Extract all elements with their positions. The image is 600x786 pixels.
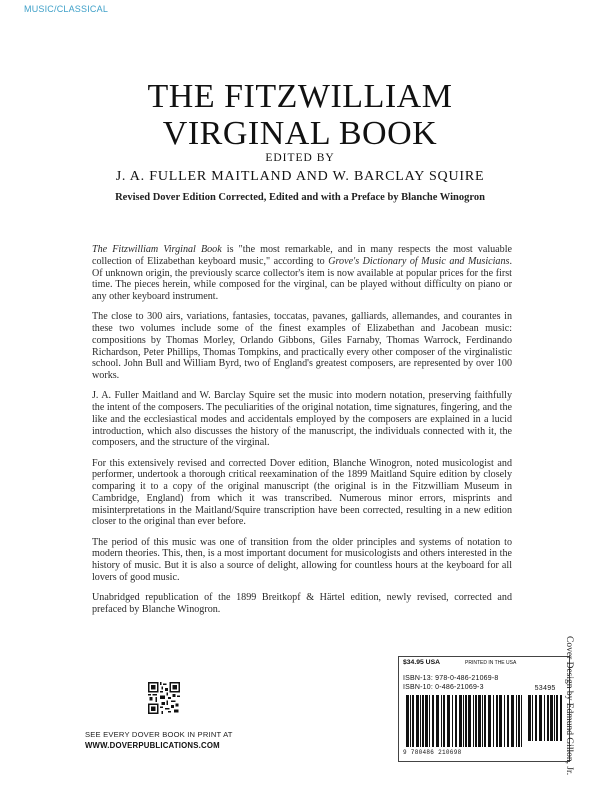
paragraph-5: The period of this music was one of transition from the older principles and systems of notation to modern theories. This, then, is a most important document for musicologists and others interested in the history of music. But it is also a source of delight, allowing for countless hours at the keyboard for all lovers of good music. — [92, 536, 512, 583]
price-label: $34.95 USA — [403, 659, 441, 666]
qr-code-icon — [148, 682, 180, 714]
book-title-italic: The Fitzwilliam Virginal Book — [92, 244, 222, 255]
book-title-line2: VIRGINAL BOOK — [162, 115, 438, 152]
source-title-italic: Grove's Dictionary of Music and Musicians — [328, 255, 510, 267]
barcode-icon — [405, 695, 523, 747]
barcode-addon-number: 53495 — [534, 685, 556, 693]
description-body — [92, 244, 512, 624]
paragraph-6: Unabridged republication of the 1899 Breitkopf & Härtel edition, newly revised, corrected and prefaced by Blanche Winogron. — [92, 592, 512, 615]
edited-by-label: EDITED BY — [265, 152, 335, 164]
cover-design-credit: Cover Design by Edmund Gillon, Jr. — [564, 636, 574, 776]
price-barcode-box — [398, 656, 570, 762]
paragraph-1: The Fitzwilliam Virginal Book is "the most remarkable, and in many respects the most valuable collection of Elizabethan keyboard music," according to Grove's Dictionary of Music and Musicians. Of unknown origin, the previously scarce collector's item is now available at popular prices for the first time. The pieces herein, while composed for the virginal, can be played without difficulty on piano or any other keyboard instrument. — [92, 244, 512, 302]
book-title-line1: THE FITZWILLIAM — [147, 78, 453, 115]
paragraph-4: For this extensively revised and corrected Dover edition, Blanche Winogron, noted musicologist and performer, undertook a thorough critical reexamination of the 1899 Maitland Squire edition by closely comparing it to a copy of the original manuscript (the original is in the Fitzwilliam Museum in Cambridge, England) from which it was transcribed. Numerous minor errors, misprints and misinterpretations in the Maitland/Squire transcription have been corrected, resulting in a new edition closer to the original than ever before. — [92, 457, 512, 528]
addon-barcode-icon — [527, 695, 563, 741]
editors-names: J. A. FULLER MAITLAND AND W. BARCLAY SQUIRE — [115, 169, 485, 184]
barcode-number: 9 780486 210698 — [403, 749, 462, 756]
publisher-website[interactable]: WWW.DOVERPUBLICATIONS.COM — [85, 741, 220, 750]
isbn-13: ISBN-13: 978-0-486-21069-8 — [403, 675, 499, 682]
printed-in-label: PRINTED IN THE USA — [465, 660, 517, 666]
book-title — [0, 78, 600, 152]
isbn-10: ISBN-10: 0-486-21069-3 — [403, 684, 484, 691]
category-label: MUSIC/CLASSICAL — [24, 4, 109, 14]
paragraph-3: J. A. Fuller Maitland and W. Barclay Squire set the music into modern notation, preserving faithfully the intent of the composers. The peculiarities of the original notation, time signatures, fingering, and the like and the ecclesiastical modes and accidentals employed by the composers are explained in a lucid introduction, which also discusses the history of the manuscript, the individuals connected with it, the composers, and the structure of the virginal. — [92, 390, 512, 449]
edition-subtitle: Revised Dover Edition Corrected, Edited and with a Preface by Blanche Winogron — [115, 192, 485, 203]
see-every-dover-text: SEE EVERY DOVER BOOK IN PRINT AT — [85, 730, 233, 739]
paragraph-2: The close to 300 airs, variations, fantasies, toccatas, pavanes, galliards, allemandes, and courantes in these two volumes include some of the finest examples of Elizabethan and Jacobean music: compositions by Thomas Morley, Orlando Gibbons, Giles Farnaby, Thomas Warrock, Ferdinando Richardson, Peter Phillips, Thomas Tompkins, and practically every other composer of the virginalistic school. John Bull and William Byrd, two of England's greatest composers, are represented by over 100 works. — [92, 311, 512, 381]
